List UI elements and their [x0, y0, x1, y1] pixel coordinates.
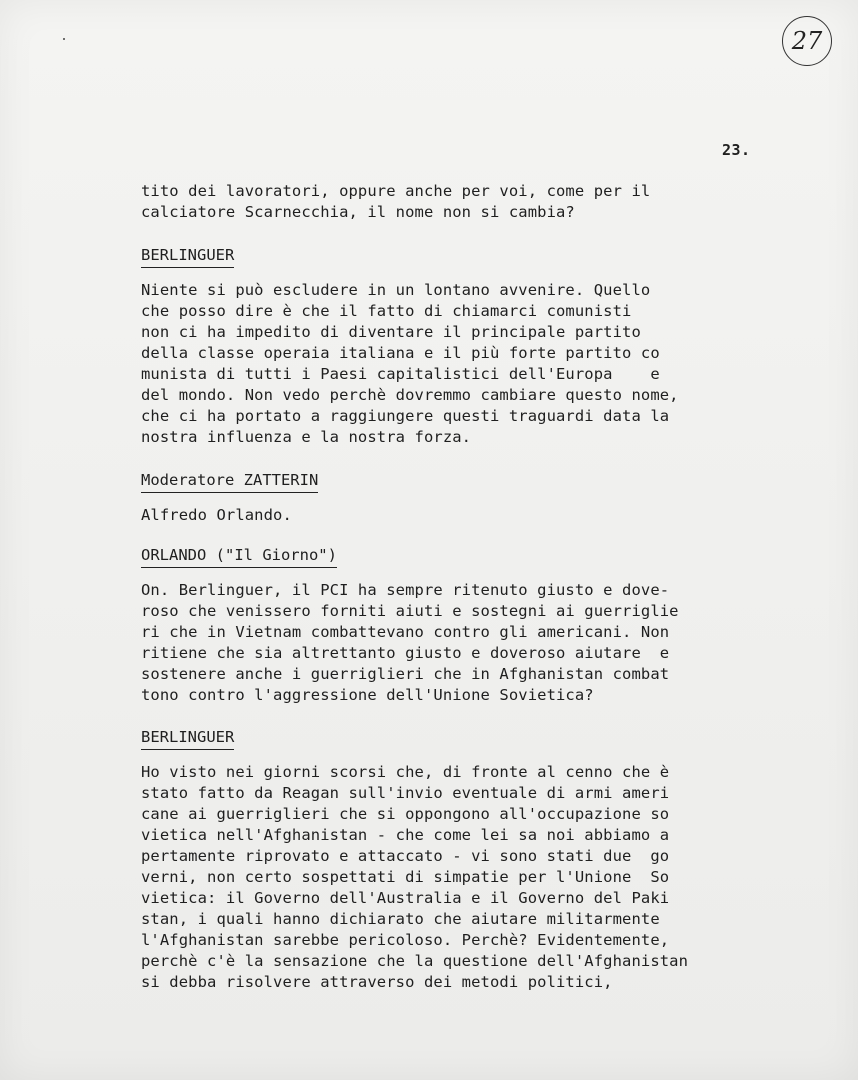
page-number: 23.	[722, 141, 751, 159]
speaker-label: Moderatore ZATTERIN	[141, 470, 318, 493]
text-line: ri che in Vietnam combattevano contro gli americani. Non	[141, 623, 670, 641]
text-line: Niente si può escludere in un lontano avvenire. Quello	[141, 281, 651, 299]
paragraph-opening	[141, 181, 781, 223]
text-line: si debba risolvere attraverso dei metodi politici,	[141, 973, 613, 991]
paragraph-question	[141, 580, 781, 706]
text-line: stan, i quali hanno dichiarato che aiutare militarmente	[141, 910, 660, 928]
text-line: non ci ha impedito di diventare il principale partito	[141, 323, 641, 341]
speaker-heading	[141, 545, 781, 568]
text-line: che posso dire è che il fatto di chiamarci comunisti	[141, 302, 632, 320]
paragraph-answer-1	[141, 280, 781, 448]
text-line: perchè c'è la sensazione che la questione dell'Afghanistan	[141, 952, 689, 970]
text-line: tito dei lavoratori, oppure anche per voi, come per il	[141, 182, 651, 200]
paragraph-moderator	[141, 505, 781, 526]
text-line: Ho visto nei giorni scorsi che, di fronte al cenno che è	[141, 763, 670, 781]
text-line: del mondo. Non vedo perchè dovremmo cambiare questo nome,	[141, 386, 679, 404]
archive-page-stamp	[782, 16, 832, 66]
text-line: ritiene che sia altrettanto giusto e doveroso aiutare e	[141, 644, 670, 662]
text-line: Alfredo Orlando.	[141, 506, 292, 524]
text-line: cane ai guerriglieri che si oppongono all'occupazione so	[141, 805, 670, 823]
text-line: stato fatto da Reagan sull'invio eventuale di armi ameri	[141, 784, 670, 802]
speaker-label: BERLINGUER	[141, 727, 234, 750]
text-line: pertamente riprovato e attaccato - vi sono stati due go	[141, 847, 670, 865]
ink-speck	[63, 38, 65, 40]
text-line: nostra influenza e la nostra forza.	[141, 428, 472, 446]
text-line: munista di tutti i Paesi capitalistici dell'Europa e	[141, 365, 660, 383]
text-line: vietica nell'Afghanistan - che come lei sa noi abbiamo a	[141, 826, 670, 844]
speaker-heading	[141, 245, 781, 268]
speaker-label: BERLINGUER	[141, 245, 234, 268]
text-line: l'Afghanistan sarebbe pericoloso. Perchè? Evidentemente,	[141, 931, 670, 949]
text-line: vietica: il Governo dell'Australia e il Governo del Paki	[141, 889, 670, 907]
stamp-number: 27	[791, 27, 823, 55]
text-line: tono contro l'aggressione dell'Unione Sovietica?	[141, 686, 594, 704]
text-line: roso che venissero forniti aiuti e sostegni ai guerriglie	[141, 602, 679, 620]
paragraph-answer-2	[141, 762, 781, 993]
text-line: della classe operaia italiana e il più forte partito co	[141, 344, 660, 362]
speaker-label: ORLANDO ("Il Giorno")	[141, 545, 337, 568]
text-line: che ci ha portato a raggiungere questi traguardi data la	[141, 407, 670, 425]
text-line: calciatore Scarnecchia, il nome non si cambia?	[141, 203, 575, 221]
speaker-heading	[141, 727, 781, 750]
text-line: sostenere anche i guerriglieri che in Afghanistan combat	[141, 665, 670, 683]
text-line: verni, non certo sospettati di simpatie per l'Unione So	[141, 868, 670, 886]
text-line: On. Berlinguer, il PCI ha sempre ritenuto giusto e dove-	[141, 581, 670, 599]
speaker-heading	[141, 470, 781, 493]
